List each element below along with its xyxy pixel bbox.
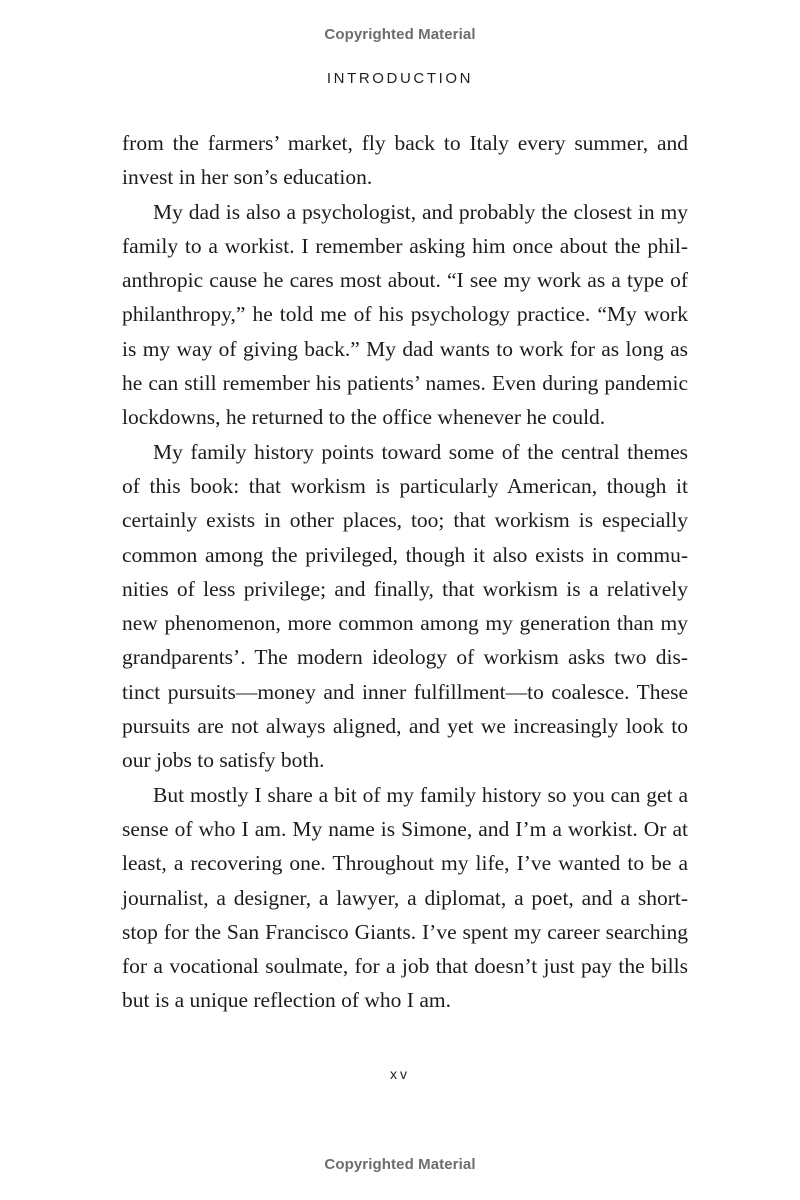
paragraph-continued: from the farmers’ market, fly back to Italy every summer, and invest in her son’s education. — [122, 131, 688, 190]
paragraph: My family history points toward some of the central themes of this book: that workism is particularly American, though it certainly exists in other places, too; that workism is especially common among the privileged, though it also exists in communities of less privilege; and finally, that workism is a relatively new phenomenon, more common among my generation than my grandparents’. The modern ideology of workism asks two distinct pursuits—money and inner fulfillment—to coalesce. These pursuits are not always aligned, and yet we increasingly look to our jobs to satisfy both. — [122, 439, 688, 773]
running-head: INTRODUCTION — [326, 70, 474, 87]
copyright-watermark-top: Copyrighted Material — [324, 26, 476, 43]
page-body — [122, 126, 688, 1018]
page-number: xv — [390, 1066, 410, 1082]
paragraph: But mostly I share a bit of my family history so you can get a sense of who I am. My name is Simone, and I’m a workist. Or at least, a recovering one. Throughout my life, I’ve wanted to be a journalist, a designer, a lawyer, a diplomat, a poet, and a shortstop for the San Francisco Giants. I’ve spent my career searching for a vocational soulmate, for a job that doesn’t just pay the bills but is a unique reflection of who I am. — [122, 782, 688, 1013]
paragraph: My dad is also a psychologist, and probably the closest in my family to a workist. I remember asking him once about the philanthropic cause he cares most about. “I see my work as a type of philanthropy,” he told me of his psychology practice. “My work is my way of giving back.” My dad wants to work for as long as he can still remember his patients’ names. Even during pandemic lockdowns, he returned to the office whenever he could. — [122, 199, 688, 430]
copyright-watermark-bottom: Copyrighted Material — [324, 1156, 476, 1173]
